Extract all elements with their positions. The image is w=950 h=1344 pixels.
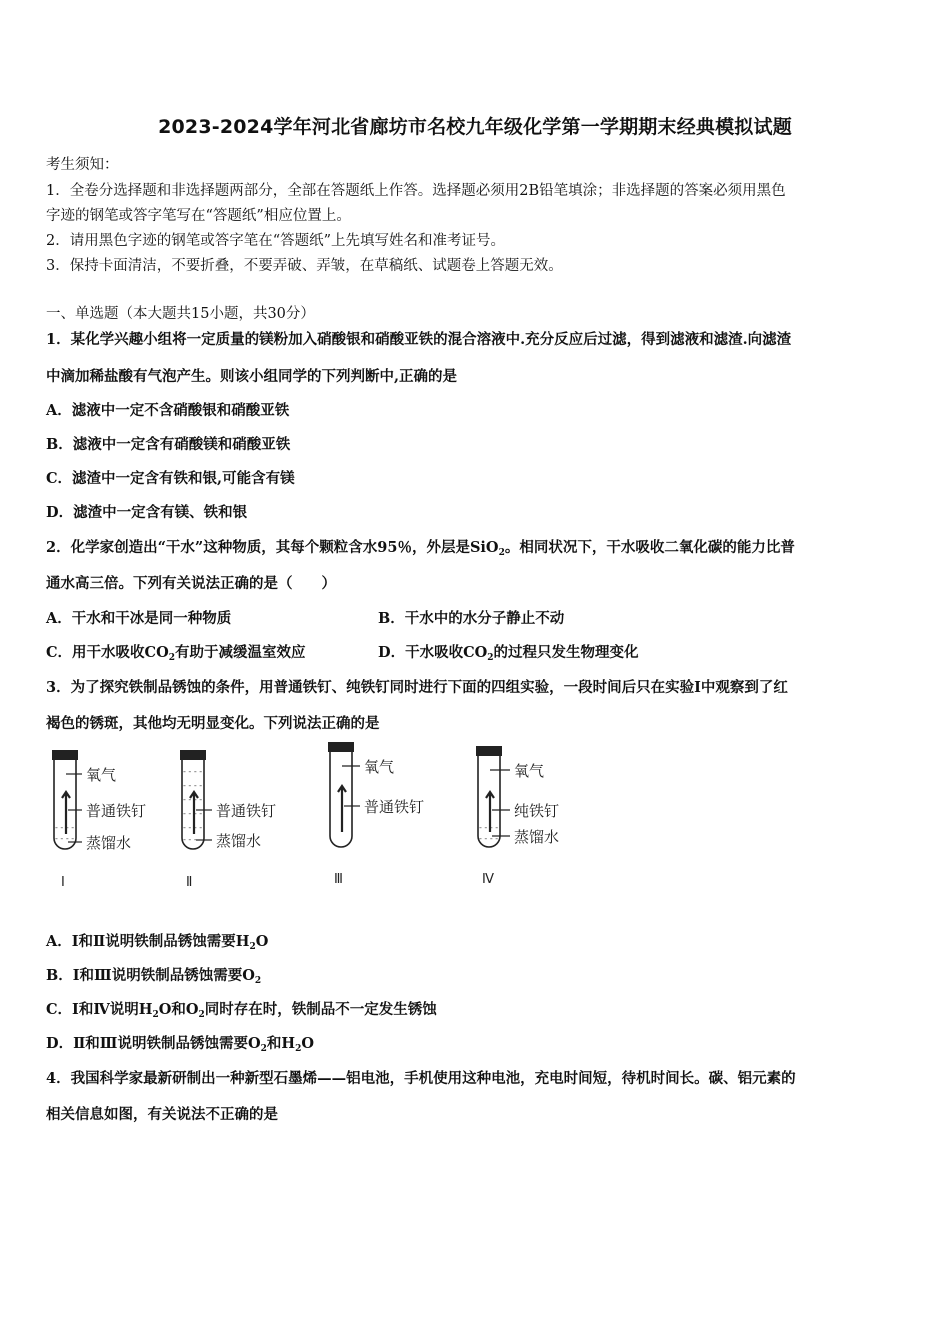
q3-option-a: A．Ⅰ和Ⅱ说明铁制品锈蚀需要$H_2O$ xyxy=(46,933,269,952)
q1-stem: 1．某化学兴趣小组将一定质量的镁粉加入硝酸银和硝酸亚铁的混合溶液中.充分反应后过滤，得到滤液和滤渣.向滤渣 xyxy=(46,331,792,348)
q2-stem-cont: 通水高三倍。下列有关说法正确的是（ ） xyxy=(46,575,336,592)
q4-stem-cont: 相关信息如图，有关说法不正确的是 xyxy=(46,1106,278,1123)
q4-stem: 4．我国科学家最新研制出一种新型石墨烯——铝电池，手机使用这种电池，充电时间短，待机时间长。碳、铝元素的 xyxy=(46,1070,796,1087)
tube-4-label-nail: 纯铁钉 xyxy=(514,802,560,820)
q2-option-a: A．干水和干冰是同一种物质 xyxy=(46,610,232,627)
tube-3-roman: Ⅲ xyxy=(334,872,343,887)
tube-4-label-water: 蒸馏水 xyxy=(514,828,560,846)
tube-2-label-water: 蒸馏水 xyxy=(216,832,262,850)
tube-3-label-nail: 普通铁钉 xyxy=(364,798,425,816)
notice-heading: 考生须知： xyxy=(46,157,119,173)
q2-option-d: D．干水吸收$CO_2$的过程只发生物理变化 xyxy=(378,644,639,663)
q2-option-c: C．用干水吸收$CO_2$有助于减缓温室效应 xyxy=(46,644,306,663)
tube-4-roman: Ⅳ xyxy=(482,872,494,887)
svg-text:- - - -: - - - - xyxy=(55,823,75,832)
svg-text:- - - -: - - - - xyxy=(183,823,203,832)
test-tube-figure xyxy=(44,738,604,898)
q2-option-b: B．干水中的水分子静止不动 xyxy=(378,610,565,627)
section-heading: 一、单选题（本大题共15小题，共30分） xyxy=(46,306,315,322)
q1-option-d: D．滤渣中一定含有镁、铁和银 xyxy=(46,504,248,521)
q3-option-d: D．Ⅱ和Ⅲ说明铁制品锈蚀需要$O_2$和$H_2O$ xyxy=(46,1035,314,1054)
svg-text:- - - -: - - - - xyxy=(183,809,203,818)
svg-text:- - - -: - - - - xyxy=(183,835,203,844)
tube-4-label-oxygen: 氧气 xyxy=(514,762,545,780)
q3-option-b: B．Ⅰ和Ⅲ说明铁制品锈蚀需要$O_2$ xyxy=(46,967,262,986)
tube-1-roman: Ⅰ xyxy=(61,875,65,890)
q1-option-c: C．滤渣中一定含有铁和银,可能含有镁 xyxy=(46,470,295,487)
svg-text:- - - -: - - - - xyxy=(55,834,75,843)
q3-option-c: C．Ⅰ和Ⅳ说明$H_2O$和$O_2$同时存在时，铁制品不一定发生锈蚀 xyxy=(46,1001,437,1020)
notice-item: 2．请用黑色字迹的钢笔或答字笔在“答题纸”上先填写姓名和准考证号。 xyxy=(46,233,506,249)
svg-text:- - - -: - - - - xyxy=(183,781,203,790)
tube-3-label-oxygen: 氧气 xyxy=(364,758,395,776)
test-tube-3 xyxy=(328,742,424,887)
test-tube-4 xyxy=(476,746,559,887)
svg-text:- - - -: - - - - xyxy=(479,834,499,843)
q3-stem-cont: 褐色的锈斑，其他均无明显变化。下列说法正确的是 xyxy=(46,715,380,732)
tube-1-label-nail: 普通铁钉 xyxy=(86,802,147,820)
q3-stem: 3．为了探究铁制品锈蚀的条件，用普通铁钉、纯铁钉同时进行下面的四组实验，一段时间后只在实验Ⅰ中观察到了红 xyxy=(46,679,788,696)
svg-text:- - - -: - - - - xyxy=(479,823,499,832)
svg-text:- - - -: - - - - xyxy=(183,795,203,804)
notice-item: 3．保持卡面清洁，不要折叠，不要弄破、弄皱，在草稿纸、试题卷上答题无效。 xyxy=(46,258,563,274)
tube-2-label-nail: 普通铁钉 xyxy=(216,802,277,820)
tube-1-label-water: 蒸馏水 xyxy=(86,834,132,852)
page-title: 2023-2024学年河北省廊坊市名校九年级化学第一学期期末经典模拟试题 xyxy=(158,116,792,138)
notice-item: 字迹的钢笔或答字笔写在“答题纸”相应位置上。 xyxy=(46,208,351,224)
q1-option-b: B．滤液中一定含有硝酸镁和硝酸亚铁 xyxy=(46,436,291,453)
q1-stem-cont: 中滴加稀盐酸有气泡产生。则该小组同学的下列判断中,正确的是 xyxy=(46,368,458,385)
q2-stem: 2．化学家创造出“干水”这种物质，其每个颗粒含水95％，外层是SiO$_2$。相同状况下，干水吸收二氧化碳的能力比普 xyxy=(46,539,795,558)
tube-2-roman: Ⅱ xyxy=(186,875,193,890)
q1-option-a: A．滤液中一定不含硝酸银和硝酸亚铁 xyxy=(46,402,290,419)
notice-item: 1．全卷分选择题和非选择题两部分，全部在答题纸上作答。选择题必须用2B铅笔填涂；非选择题的答案必须用黑色 xyxy=(46,183,786,199)
svg-text:- - - -: - - - - xyxy=(183,767,203,776)
test-tube-1 xyxy=(52,750,146,890)
test-tube-2 xyxy=(180,750,276,890)
tube-1-label-oxygen: 氧气 xyxy=(86,766,117,784)
